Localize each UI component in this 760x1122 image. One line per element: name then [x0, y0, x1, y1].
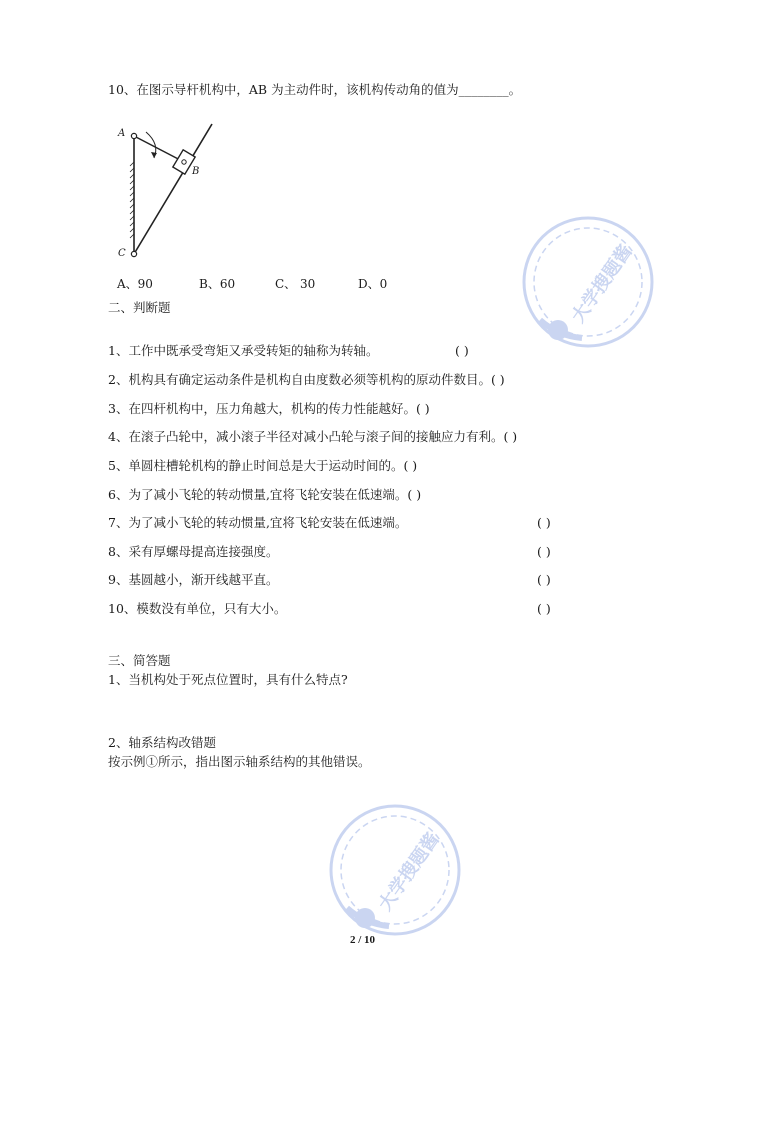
tf-item-6: 6、为了减小飞轮的转动惯量,宜将飞轮安装在低速端。( ): [108, 487, 422, 502]
tf-item-7: 7、为了减小飞轮的转动惯量,宜将飞轮安装在低速端。: [108, 515, 408, 530]
tf-item-5: 5、单圆柱槽轮机构的静止时间总是大于运动时间的。( ): [108, 458, 418, 473]
tf-item-1: 1、工作中既承受弯矩又承受转矩的轴称为转轴。: [108, 343, 379, 358]
short-answer-q2-text: 按示例①所示，指出图示轴系结构的其他错误。: [108, 754, 371, 769]
figure-label-a: A: [118, 128, 126, 139]
tf-item-3: 3、在四杆机构中，压力角越大，机构的传力性能越好。( ): [108, 401, 430, 416]
guide-bar-mechanism-figure: [108, 116, 228, 266]
tf-item-10-paren: ( ): [537, 601, 551, 616]
option-a: A、90: [117, 277, 153, 291]
section-title-short-answer: 三、简答题: [108, 653, 171, 668]
tf-item-1-paren: ( ): [455, 343, 469, 358]
watermark-text: 大学搜题酱: [374, 828, 444, 915]
short-answer-q1: 1、当机构处于死点位置时，具有什么特点?: [108, 672, 348, 687]
tf-item-9: 9、基圆越小，渐开线越平直。: [108, 572, 279, 587]
tf-item-8: 8、采有厚螺母提高连接强度。: [108, 544, 279, 559]
option-d: D、0: [358, 277, 388, 291]
watermark-text: 大学搜题酱: [567, 240, 637, 327]
watermark-logo: [325, 800, 465, 940]
question-10-text: 10、在图示导杆机构中，AB 为主动件时，该机构传动角的值为________。: [108, 82, 522, 97]
tf-item-8-paren: ( ): [537, 544, 551, 559]
option-b: B、60: [199, 277, 236, 291]
watermark-logo: [518, 212, 658, 352]
tf-item-2: 2、机构具有确定运动条件是机构自由度数必须等机构的原动件数目。( ): [108, 372, 505, 387]
tf-item-10: 10、模数没有单位，只有大小。: [108, 601, 287, 616]
tf-item-4: 4、在滚子凸轮中，减小滚子半径对减小凸轮与滚子间的接触应力有利。( ): [108, 429, 518, 444]
figure-label-b: B: [192, 166, 200, 177]
tf-item-9-paren: ( ): [537, 572, 551, 587]
tf-item-7-paren: ( ): [537, 515, 551, 530]
section-title-true-false: 二、判断题: [108, 300, 171, 315]
short-answer-q2-title: 2、轴系结构改错题: [108, 735, 216, 750]
page-number: 2 / 10: [350, 934, 376, 946]
option-c: C、 30: [275, 277, 316, 291]
figure-label-c: C: [118, 248, 126, 259]
